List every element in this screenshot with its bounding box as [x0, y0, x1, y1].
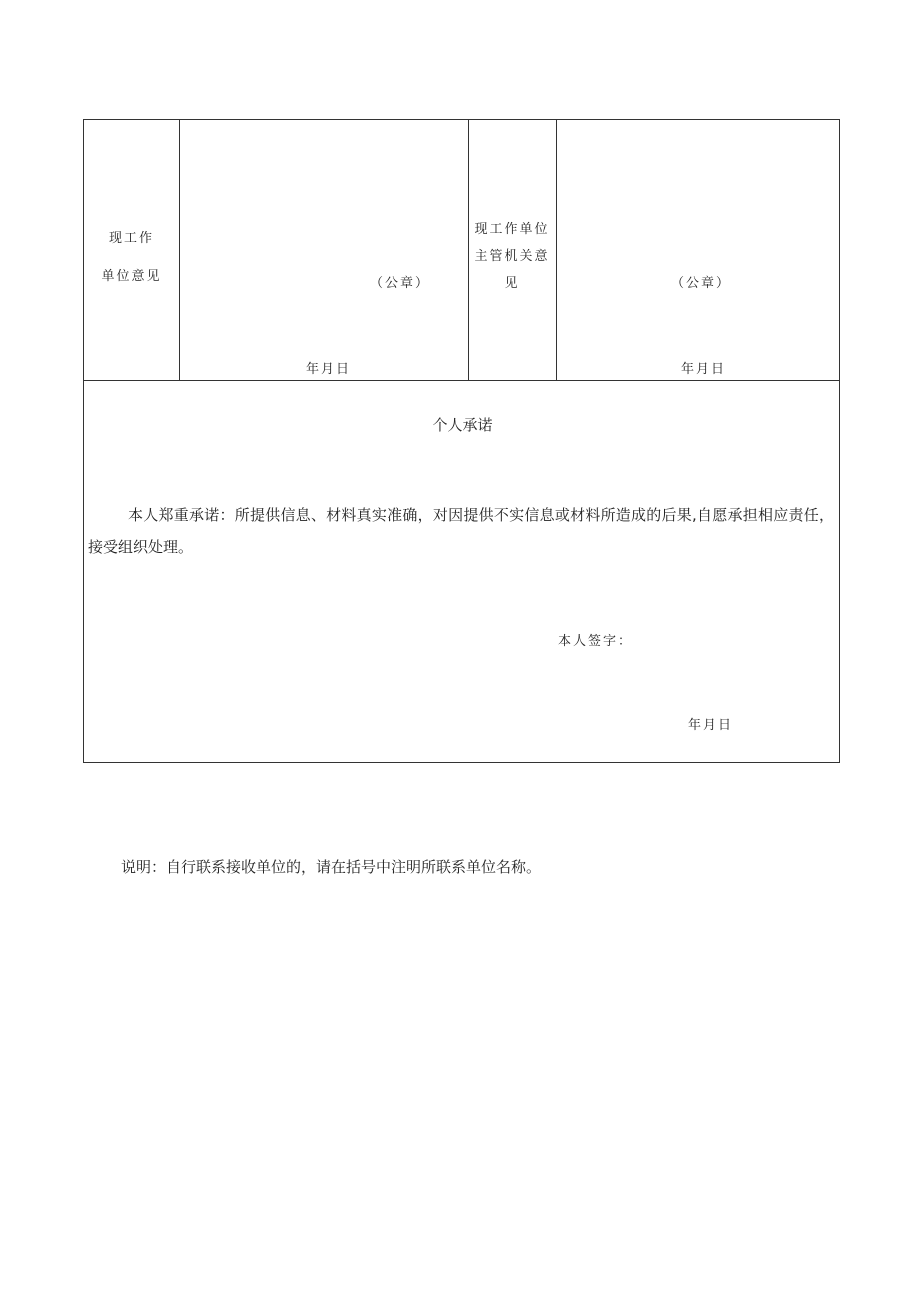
current-unit-date-label: 年月日 [306, 362, 352, 377]
promise-date-label: 年月日 [688, 718, 734, 733]
form-note: 说明：自行联系接收单位的，请在括号中注明所联系单位名称。 [121, 858, 542, 876]
promise-title: 个人承诺 [432, 416, 493, 434]
authority-opinion-label: 现工作单位 主管机关意 见 [474, 222, 550, 291]
promise-statement: 本人郑重承诺：所提供信息、材料真实准确，对因提供不实信息或材料所造成的后果,自愿承担相应责任，接受组织处理。 [88, 506, 834, 556]
authority-seal-label: （公章） [671, 276, 732, 291]
current-unit-seal-label: （公章） [370, 276, 431, 291]
row-divider [84, 380, 839, 381]
authority-date-label: 年月日 [681, 362, 727, 377]
column-divider [556, 120, 557, 380]
current-unit-opinion-label: 现工作 单位意见 [101, 231, 162, 284]
column-divider [179, 120, 180, 380]
opinion-form-table [83, 119, 840, 763]
signature-label: 本人签字： [558, 634, 634, 649]
